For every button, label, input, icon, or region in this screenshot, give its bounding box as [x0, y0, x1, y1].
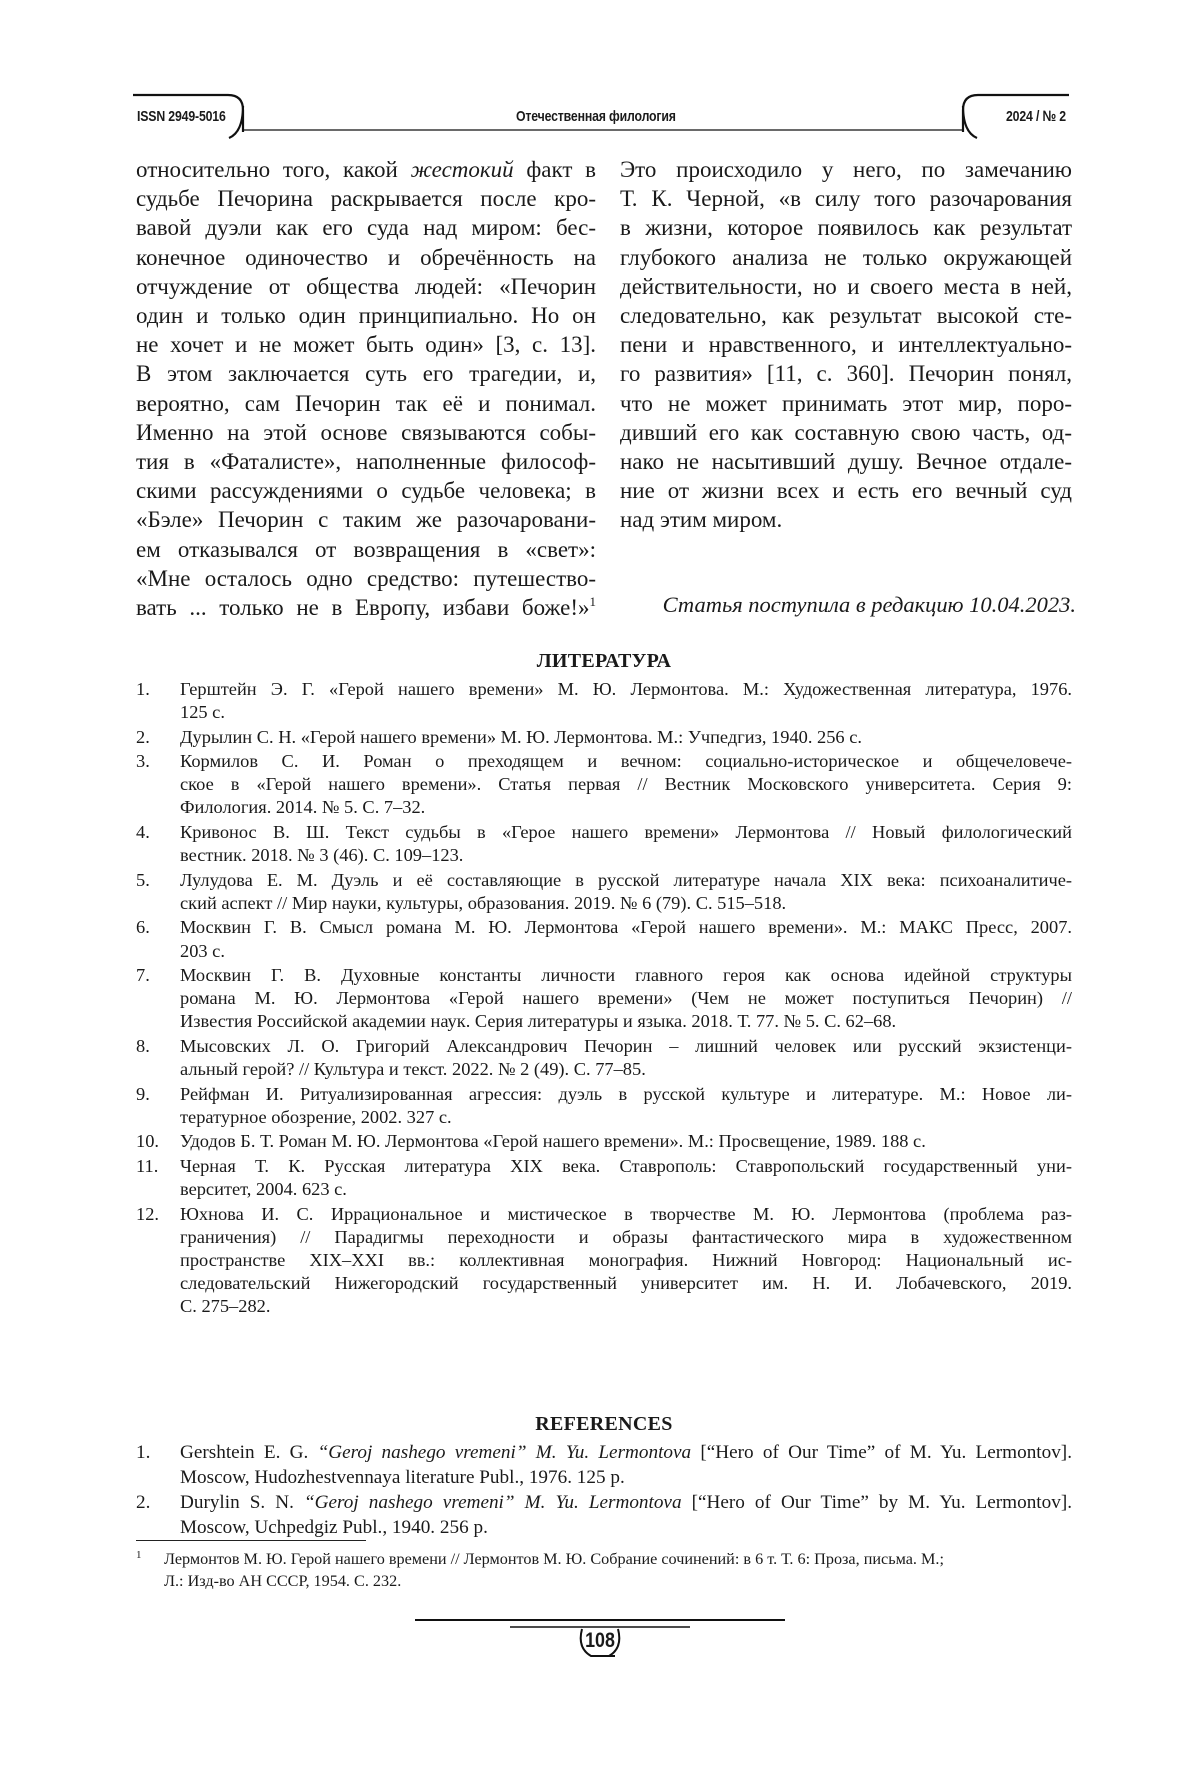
literature-line: граничения) // Парадигмы переходности и образы фантастического мира в художественном — [180, 1226, 1072, 1247]
text-line: судьбе Печорина раскрывается после кро- — [136, 186, 596, 212]
running-header — [133, 92, 1069, 142]
literature-number: 6. — [136, 917, 150, 938]
footnote-ref[interactable]: 1 — [589, 594, 596, 610]
references-list — [136, 1440, 1072, 1540]
text-line: относительно того, какой жестокий факт в — [136, 157, 597, 182]
text-line: Т. К. Черной, «в силу того разочарования — [620, 186, 1072, 212]
reference-item — [136, 1440, 1072, 1490]
literature-number: 11. — [136, 1155, 159, 1176]
literature-number: 8. — [136, 1035, 150, 1056]
issn-label: ISSN 2949-5016 — [137, 108, 226, 125]
literature-list — [136, 678, 1072, 1320]
literature-line: Кривонос В. Ш. Текст судьбы в «Герое нашего времени» Лермонтова // Новый филологический — [180, 822, 1072, 843]
text-line: скими рассуждениями о судьбе человека; в — [136, 478, 596, 504]
literature-number: 9. — [136, 1083, 150, 1104]
literature-number: 4. — [136, 822, 150, 843]
literature-line: Рейфман И. Ритуализированная агрессия: дуэль в русской культуре и литературе. М.: Новое ли- — [180, 1083, 1072, 1104]
literature-number: 7. — [136, 965, 150, 986]
literature-line: романа М. Ю. Лермонтова «Герой нашего времени» (Чем не может поступиться Печорин) // — [180, 988, 1072, 1009]
literature-number: 1. — [136, 679, 150, 699]
literature-number: 5. — [136, 869, 150, 890]
footnote-divider — [136, 1540, 366, 1541]
literature-line: ское в «Герой нашего времени». Статья первая // Вестник Московского университета. Серия 9: — [180, 774, 1072, 795]
text-line: вероятно, сам Печорин так её и понимал. — [136, 390, 596, 416]
literature-line: альный герой? // Культура и текст. 2022. № 2 (49). С. 77–85. — [180, 1059, 646, 1079]
text-line: нако не насытивший душу. Вечное отдале- — [620, 449, 1072, 475]
literature-line: тературное обозрение, 2002. 327 с. — [180, 1106, 452, 1127]
text-line: вать ... только не в Европу, избави боже!»$^1$ — [136, 594, 596, 621]
literature-item — [136, 1083, 1072, 1129]
text-line: отчуждение от общества людей: «Печорин — [136, 273, 596, 299]
references-heading: REFERENCES — [535, 1413, 673, 1435]
issue-label: 2024 / № 2 — [1006, 108, 1066, 125]
text-line: Именно на этой основе связываются собы- — [136, 419, 596, 445]
literature-line: Удодов Б. Т. Роман М. Ю. Лермонтова «Герой нашего времени». М.: Просвещение, 1989. 188 с. — [180, 1131, 926, 1152]
text-line: над этим миром. — [620, 507, 783, 533]
literature-line: Москвин Г. В. Духовные константы личности главного героя как основа идейной структуры — [180, 965, 1072, 986]
literature-item — [136, 964, 1072, 1033]
text-line: что не может принимать этот мир, поро- — [620, 390, 1072, 416]
literature-line: верситет, 2004. 623 с. — [180, 1178, 347, 1199]
reference-item — [136, 1490, 1072, 1540]
reference-line: Gershtein E. G. “Geroj nashego vremeni” M. Yu. Lermontova [“Hero of Our Time” of M. Yu. Lermontov]. — [180, 1442, 1072, 1463]
reference-line: Moscow, Uchpedgiz Publ., 1940. 256 p. — [180, 1517, 488, 1538]
footnote-marker: 1 — [136, 1549, 142, 1561]
literature-line: вестник. 2018. № 3 (46). С. 109–123. — [180, 845, 464, 866]
literature-line: 125 с. — [180, 702, 225, 723]
reference-number: 2. — [136, 1492, 151, 1513]
literature-item — [136, 1203, 1072, 1318]
literature-line: Лулудова Е. М. Дуэль и её составляющие в русской литературе начала XIX века: психоаналитиче- — [180, 869, 1072, 890]
text-line: вавой дуэли как его суда над миром: бес- — [136, 215, 596, 241]
literature-number: 10. — [136, 1131, 159, 1152]
literature-line: Дурылин С. Н. «Герой нашего времени» М. Ю. Лермонтова. М.: Учпедгиз, 1940. 256 с. — [180, 726, 862, 747]
page-number: 108 — [585, 1629, 615, 1652]
reference-line: Durylin S. N. “Geroj nashego vremeni” M. Yu. Lermontova [“Hero of Our Time” by M. Yu. Lermontov]. — [180, 1492, 1073, 1513]
literature-item — [136, 678, 1072, 724]
literature-item — [136, 750, 1072, 819]
text-line: «Мне осталось одно средство: путешество- — [136, 565, 596, 591]
literature-line: Мысовских Л. О. Григорий Александрович Печорин – лишний человек или русский экзистенци- — [180, 1035, 1072, 1056]
text-line: «Бэле» Печорин с таким же разочаровани- — [136, 507, 596, 533]
literature-number: 3. — [136, 751, 150, 772]
literature-line: Кормилов С. И. Роман о преходящем и вечном: социально-историческое и общечеловече- — [180, 751, 1072, 772]
text-line: Это происходило у него, по замечанию — [620, 157, 1072, 182]
body-column-left — [136, 155, 596, 622]
text-line: не хочет и не может быть один» [3, с. 13]. — [136, 332, 596, 358]
text-line: конечное одиночество и обречённость на — [136, 244, 596, 270]
literature-line: следовательский Нижегородский государственный университет им. Н. И. Лобачевского, 2019. — [180, 1272, 1072, 1293]
literature-line: Юхнова И. С. Иррациональное и мистическое в творчестве М. Ю. Лермонтова (проблема раз- — [180, 1203, 1072, 1224]
emphasis-word: жестокий — [410, 157, 514, 182]
text-line: В этом заключается суть его трагедии, и, — [136, 361, 596, 387]
journal-title: Отечественная филология — [516, 108, 676, 125]
received-date: Статья поступила в редакцию 10.04.2023. — [662, 592, 1076, 617]
literature-line: Москвин Г. В. Смысл романа М. Ю. Лермонтова «Герой нашего времени». М.: МАКС Пресс, 2007. — [180, 917, 1072, 938]
literature-item — [136, 821, 1072, 867]
text-line: один и только один принципиально. Но он — [136, 303, 596, 329]
text-line: глубокого анализа не только окружающей — [620, 244, 1072, 270]
text-line: дивший его как составную свою часть, од- — [620, 419, 1072, 445]
text-line: действительности, но и своего места в ней, — [620, 273, 1072, 299]
literature-line: пространстве XIX–XXI вв.: коллективная монография. Нижний Новгород: Национальный ис- — [180, 1249, 1072, 1270]
reference-line: Moscow, Hudozhestvennaya literature Publ., 1976. 125 p. — [180, 1467, 625, 1488]
literature-line: ский аспект // Мир науки, культуры, образования. 2019. № 6 (79). С. 515–518. — [180, 892, 787, 913]
literature-item — [136, 869, 1072, 915]
literature-line: Черная Т. К. Русская литература XIX века. Ставрополь: Ставропольский государственный уни- — [180, 1155, 1072, 1176]
literature-item — [136, 916, 1072, 962]
literature-line: С. 275–282. — [180, 1295, 271, 1316]
literature-line: Известия Российской академии наук. Серия литературы и языка. 2018. Т. 77. № 5. С. 62–68. — [180, 1011, 897, 1032]
text-line: пени и нравственного, и интеллектуально- — [620, 332, 1072, 358]
reference-number: 1. — [136, 1442, 151, 1463]
footnote — [136, 1548, 1072, 1592]
literature-item — [136, 1130, 1072, 1153]
text-line: следовательно, как результат высокой сте- — [620, 303, 1072, 329]
literature-item — [136, 1035, 1072, 1081]
footnote-line: Л.: Изд-во АН СССР, 1954. С. 232. — [164, 1572, 402, 1590]
literature-line: Филология. 2014. № 5. С. 7–32. — [180, 797, 426, 818]
text-line: го развития» [11, с. 360]. Печорин понял, — [620, 361, 1072, 387]
page-number-block — [415, 1616, 785, 1676]
footnote-line: Лермонтов М. Ю. Герой нашего времени // Лермонтов М. Ю. Собрание сочинений: в 6 т. Т. 6: Проза, письма. М.; — [164, 1550, 944, 1568]
literature-line: 203 с. — [180, 940, 225, 961]
body-column-right — [620, 155, 1072, 535]
text-line: ем отказывался от возвращения в «свет»: — [136, 536, 596, 562]
literature-item — [136, 726, 1072, 749]
literature-heading: ЛИТЕРАТУРА — [536, 650, 672, 672]
text-line: тия в «Фаталисте», наполненные философ- — [136, 449, 596, 475]
text-line: в жизни, которое появилось как результат — [620, 215, 1072, 241]
literature-number: 12. — [136, 1203, 159, 1224]
text-line: ние от жизни всех и есть его вечный суд — [620, 478, 1072, 504]
literature-line: Герштейн Э. Г. «Герой нашего времени» М. Ю. Лермонтова. М.: Художественная литература, 1976. — [180, 679, 1072, 699]
literature-item — [136, 1155, 1072, 1201]
literature-number: 2. — [136, 726, 150, 747]
